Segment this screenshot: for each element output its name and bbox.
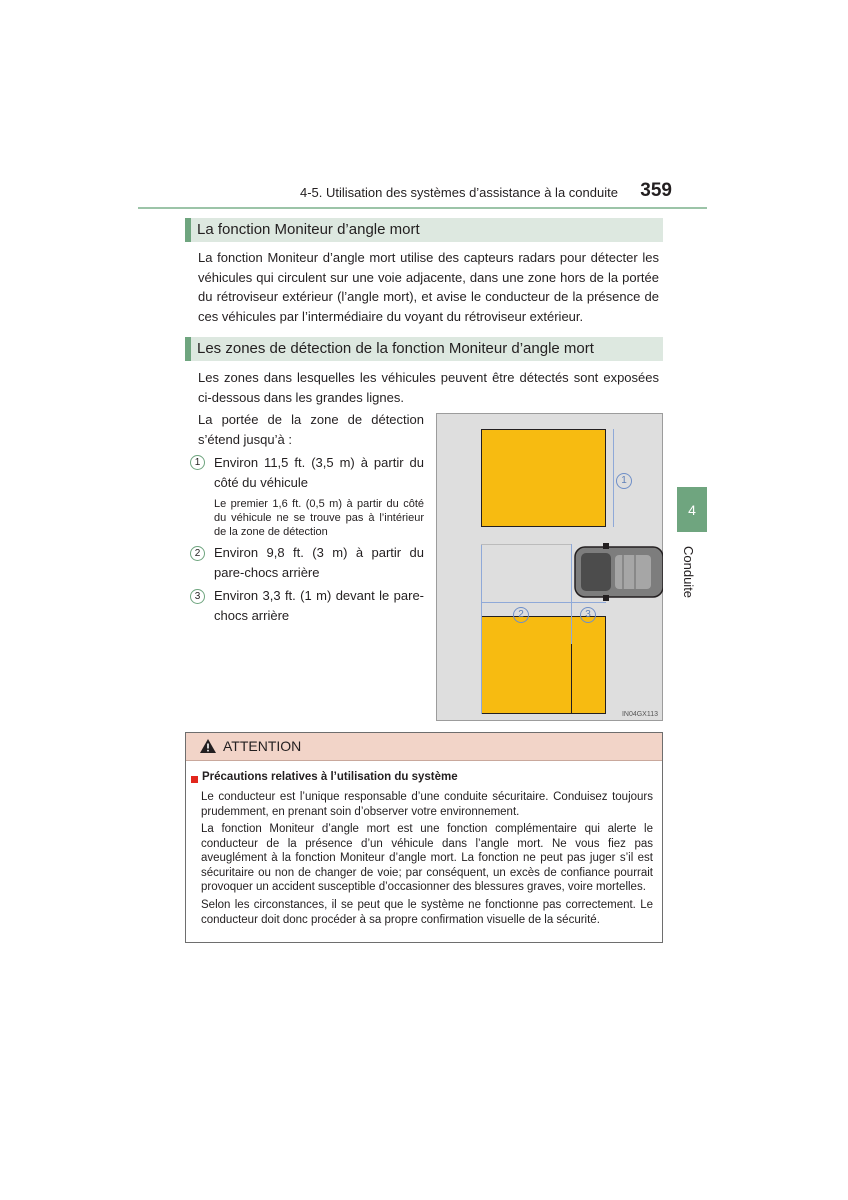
warning-box (185, 732, 663, 943)
diagram-label-2: 2 (513, 607, 529, 623)
item-note-1: Le premier 1,6 ft. (0,5 m) à partir du côté du véhicule ne se trouve pas à l’intérieur de la zone de détection (214, 498, 424, 538)
header-divider (138, 207, 707, 209)
car-top-view-icon (573, 541, 663, 603)
dimension-line-bumper (571, 544, 572, 644)
warning-subtitle: Précautions relatives à l’utilisation du système (202, 771, 458, 783)
item-text-1: Environ 11,5 ft. (3,5 m) à partir du côté du véhicule (214, 455, 424, 490)
dimension-line-1 (613, 429, 614, 527)
item-marker-2: 2 (190, 546, 205, 561)
page-number: 359 (640, 180, 672, 201)
section-heading-function: La fonction Moniteur d’angle mort (185, 218, 663, 242)
dimension-line-left (481, 544, 482, 714)
warning-header (186, 733, 662, 761)
detection-zone-rear-far (481, 616, 572, 714)
item-marker-3: 3 (190, 589, 205, 604)
section-intro-zones: Les zones dans lesquelles les véhicules peuvent être détectés sont exposées ci-dessous dans les grandes lignes. (198, 370, 659, 405)
warning-bullet (191, 776, 198, 783)
warning-paragraph-1: Le conducteur est l’unique responsable d’une conduite sécuritaire. Conduisez toujours prudemment, en prenant soin d’observer votre environnement. (201, 791, 653, 818)
warning-paragraph-3: Selon les circonstances, il se peut que le système ne fonctionne pas correctement. Le conducteur doit donc procéder à sa propre confirmation visuelle de la sécurité. (201, 899, 653, 926)
diagram-code: IN04GX113 (621, 711, 658, 718)
item-text-3: Environ 3,3 ft. (1 m) devant le pare-chocs arrière (214, 588, 424, 623)
diagram-label-3: 3 (580, 607, 596, 623)
chapter-label: Conduite (681, 546, 696, 599)
section-heading-zones: Les zones de détection de la fonction Moniteur d’angle mort (185, 337, 663, 361)
chapter-tab: 4 (677, 487, 707, 532)
warning-title: ATTENTION (223, 738, 302, 754)
item-text-2: Environ 9,8 ft. (3 m) à partir du pare-chocs arrière (214, 545, 424, 580)
diagram-label-1: 1 (616, 473, 632, 489)
detection-zone-side (481, 429, 606, 527)
item-marker-1: 1 (190, 455, 205, 470)
lane-marking (481, 544, 571, 545)
section-body-function: La fonction Moniteur d’angle mort utilise des capteurs radars pour détecter les véhicules qui circulent sur une voie adjacente, dans une zone hors de la portée du rétroviseur extérieur (l’angle mort), et avise le conducteur de la présence de ces véhicules par l’intermédiaire du voyant du rétroviseur extérieur. (198, 250, 659, 324)
warning-paragraph-2: La fonction Moniteur d’angle mort est une fonction complémentaire qui alerte le conducteur de la présence d’un véhicule dans l’angle mort. Ne vous fiez pas aveuglément à la fonction Moniteur d’angle mort. La fonction ne peut pas juger s’il est sécuritaire ou non de changer de voie; par conséquent, un excès de confiance pourrait provoquer un accident susceptible d’occasionner des blessures graves, voire mortelles. (201, 823, 653, 893)
detection-zone-rear-near (571, 616, 606, 714)
detection-zone-diagram (436, 413, 663, 721)
running-header-title: 4-5. Utilisation des systèmes d’assistance à la conduite (300, 185, 618, 200)
range-intro: La portée de la zone de détection s’étend jusqu’à : (198, 412, 424, 447)
warning-triangle-icon (199, 738, 217, 754)
